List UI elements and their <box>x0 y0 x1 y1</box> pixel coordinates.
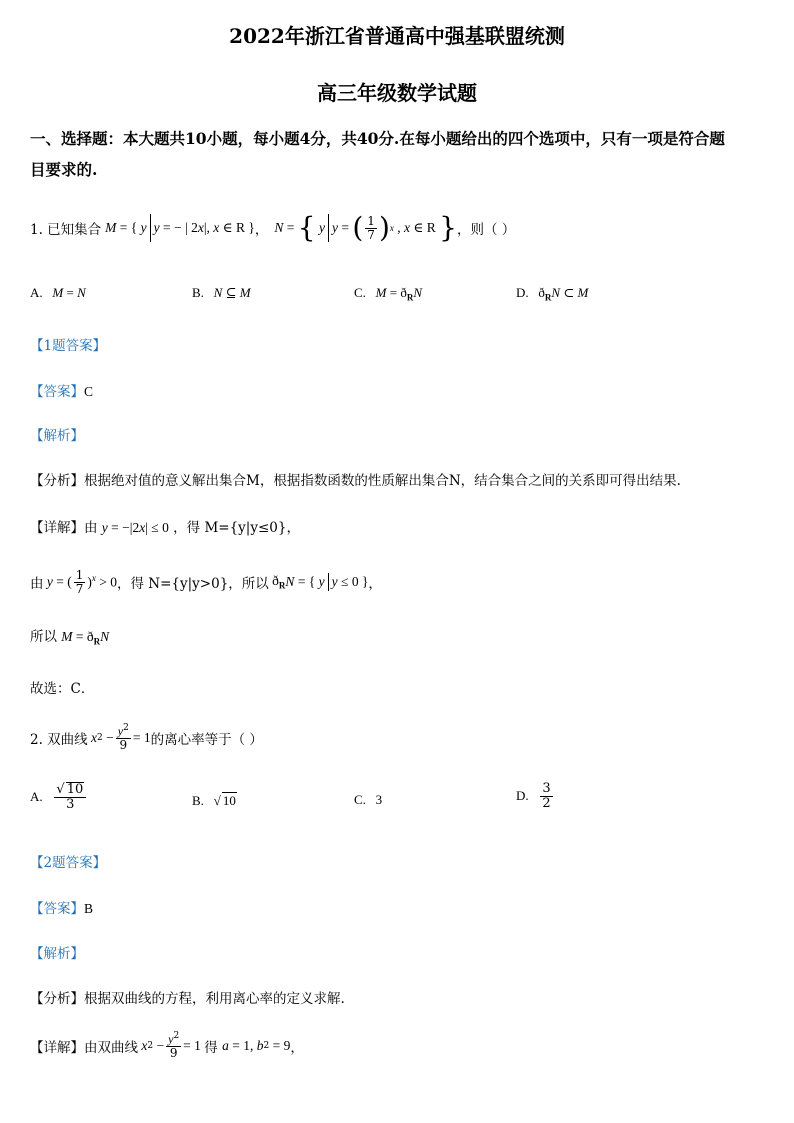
q2-option-c: C. 3 <box>354 792 383 807</box>
q1-option-c: C. $M = ð_RN$ <box>354 285 423 303</box>
page-subtitle: 高三年级数学试题 <box>317 81 477 105</box>
q1-option-d: D. $ð_RN$ ⊂ M <box>516 285 589 303</box>
q2-option-a: A. $\frac{√ 10}{3}$ <box>30 782 88 811</box>
q1-option-a: A. M = N <box>30 285 86 300</box>
q1-detail-1: 【详解】由 y = −|2x| ≤ 0 ，得 M={y|y≤0}， <box>30 520 300 536</box>
q1-detail-3: 所以 $M = ð_RN$ <box>30 629 110 647</box>
q1-analysis-header: 【解析】 <box>30 428 84 444</box>
q1-detail-2: 由 y = ( $\frac{1}{7}$ )$^x$ > 0 ，得 N={y|y>0}，所以 $ð_R$ N = { y y ≤ 0 } ， <box>30 567 382 596</box>
q1-answer-header: 【1题答案】 <box>30 338 107 354</box>
set-m-formula: M <box>105 220 117 235</box>
question-1-stem: 1. 已知集合 M = { y y = − | 2 x |, x ∈ R } ， N = { y y = ( $\frac{1}{7}$ ) x , x ∈ R } ，则（ ） <box>30 211 516 244</box>
set-n-formula: N <box>274 220 284 235</box>
q2-answer: 【答案】B <box>30 901 94 917</box>
q1-answer: 【答案】C <box>30 384 94 400</box>
q2-detail: 【详解】由双曲线 x 2 − $\frac{y^2}{9}$ = 1 得 a = 1, b 2 = 9 ， <box>30 1031 304 1060</box>
q2-analysis: 【分析】根据双曲线的方程，利用离心率的定义求解. <box>30 991 345 1007</box>
question-1-prefix: 1. 已知集合 <box>30 222 102 238</box>
page-title: 2022年浙江省普通高中强基联盟统测 <box>229 24 565 48</box>
q2-answer-header: 【2题答案】 <box>30 855 107 871</box>
q2-option-b: B. √ 10 <box>192 793 236 808</box>
q1-conclusion: 故选：C． <box>30 681 95 697</box>
question-2-stem: 2. 双曲线 x 2 − $\frac{y^2}{9}$ = 1 的离心率等于（ ） <box>30 723 263 752</box>
q1-analysis: 【分析】根据绝对值的意义解出集合M，根据指数函数的性质解出集合N，结合集合之间的关系即可得出结果. <box>30 473 681 489</box>
q2-option-d: D. $\frac{3}{2}$ <box>516 781 551 811</box>
question-1-suffix: ，则（ ） <box>456 222 516 238</box>
q1-option-b: B. N ⊆ M <box>192 285 251 300</box>
q2-analysis-header: 【解析】 <box>30 946 84 962</box>
section-heading-line1: 一、选择题：本大题共10小题，每小题4分，共40分.在每小题给出的四个选项中，只有一项是符合题 <box>30 129 725 148</box>
section-heading-line2: 目要求的. <box>30 160 98 179</box>
